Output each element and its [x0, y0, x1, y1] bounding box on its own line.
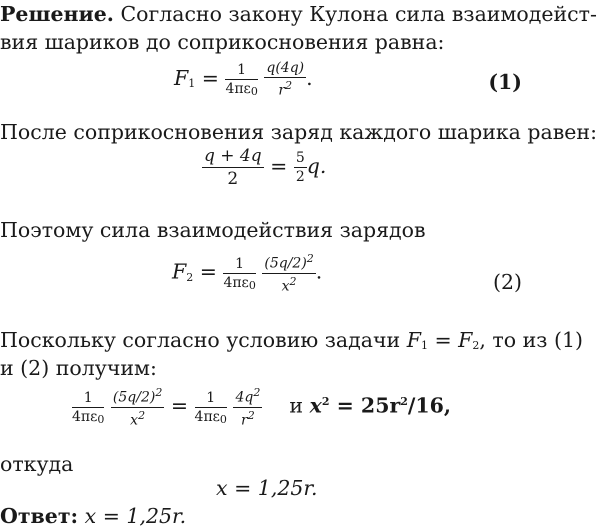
- eq4-fraction-right: $\frac{4q^2}{r^2}$: [235, 386, 261, 429]
- eq2-result-fraction: $\frac{5}{2}$: [295, 150, 305, 185]
- eq2-fraction: $\frac{q + 4q}{2}$: [204, 146, 262, 189]
- solution-intro-line: [0, 2, 597, 26]
- eq3-lhs: F: [172, 259, 187, 284]
- answer-label: Ответ:: [0, 504, 79, 528]
- equation-2: $F_2$ = $\frac{1}{4\pi\varepsilon_0}$ $\frac{(5q/2)^2}{x^2}$ .: [172, 252, 323, 295]
- eq3-coefficient: $\frac{1}{4\pi\varepsilon_0}$: [223, 255, 256, 292]
- equation-2-number: (2): [492, 270, 522, 294]
- intro-text: Согласно закону Кулона сила взаимодейст-: [113, 2, 597, 26]
- after-contact-line: После соприкосновения заряд каждого шарика равен:: [0, 120, 597, 144]
- equation-1: $F_1$ = $\frac{1}{4\pi\varepsilon_0}$ $\frac{q(4q)}{r^2}$ .: [174, 60, 313, 99]
- answer-value: x = 1,25r.: [78, 504, 187, 528]
- eq4-coefficient-right: $\frac{1}{4\pi\varepsilon_0}$: [194, 389, 227, 426]
- eq3-fraction: $\frac{(5q/2)^2}{x^2}$: [264, 252, 314, 295]
- equation-equality: $\frac{1}{4\pi\varepsilon_0}$ $\frac{(5q/2)^2}{x^2}$ = $\frac{1}{4\pi\varepsilon_0}$ $\frac{4q^2}{r^2}$ и $x^2 = 25r^2/16$,: [72, 386, 452, 429]
- intro-text-line2: вия шариков до соприкосновения равна:: [0, 30, 445, 54]
- answer-line: [0, 504, 186, 528]
- equation-charge: $\frac{q + 4q}{2}$ = $\frac{5}{2}$ q.: [204, 146, 327, 189]
- eq4-and: и: [289, 393, 304, 418]
- condition-line: Поскольку согласно условию задачи $F_1 = F_2$, то из (1): [0, 328, 584, 352]
- equation-1-number: (1): [488, 70, 522, 94]
- whence-line: откуда: [0, 452, 74, 476]
- obtain-line: и (2) получим:: [0, 356, 157, 380]
- eq4-coefficient-left: $\frac{1}{4\pi\varepsilon_0}$: [72, 389, 105, 426]
- therefore-line: Поэтому сила взаимодействия зарядов: [0, 218, 426, 242]
- solution-label: Решение.: [0, 2, 114, 26]
- eq1-fraction: $\frac{q(4q)}{r^2}$: [266, 60, 305, 99]
- eq1-coefficient: $\frac{1}{4\pi\varepsilon_0}$: [225, 61, 258, 98]
- eq4-fraction-left: $\frac{(5q/2)^2}{x^2}$: [112, 386, 163, 429]
- eq1-lhs: F: [174, 65, 189, 90]
- equation-result: x = 1,25r.: [216, 476, 318, 500]
